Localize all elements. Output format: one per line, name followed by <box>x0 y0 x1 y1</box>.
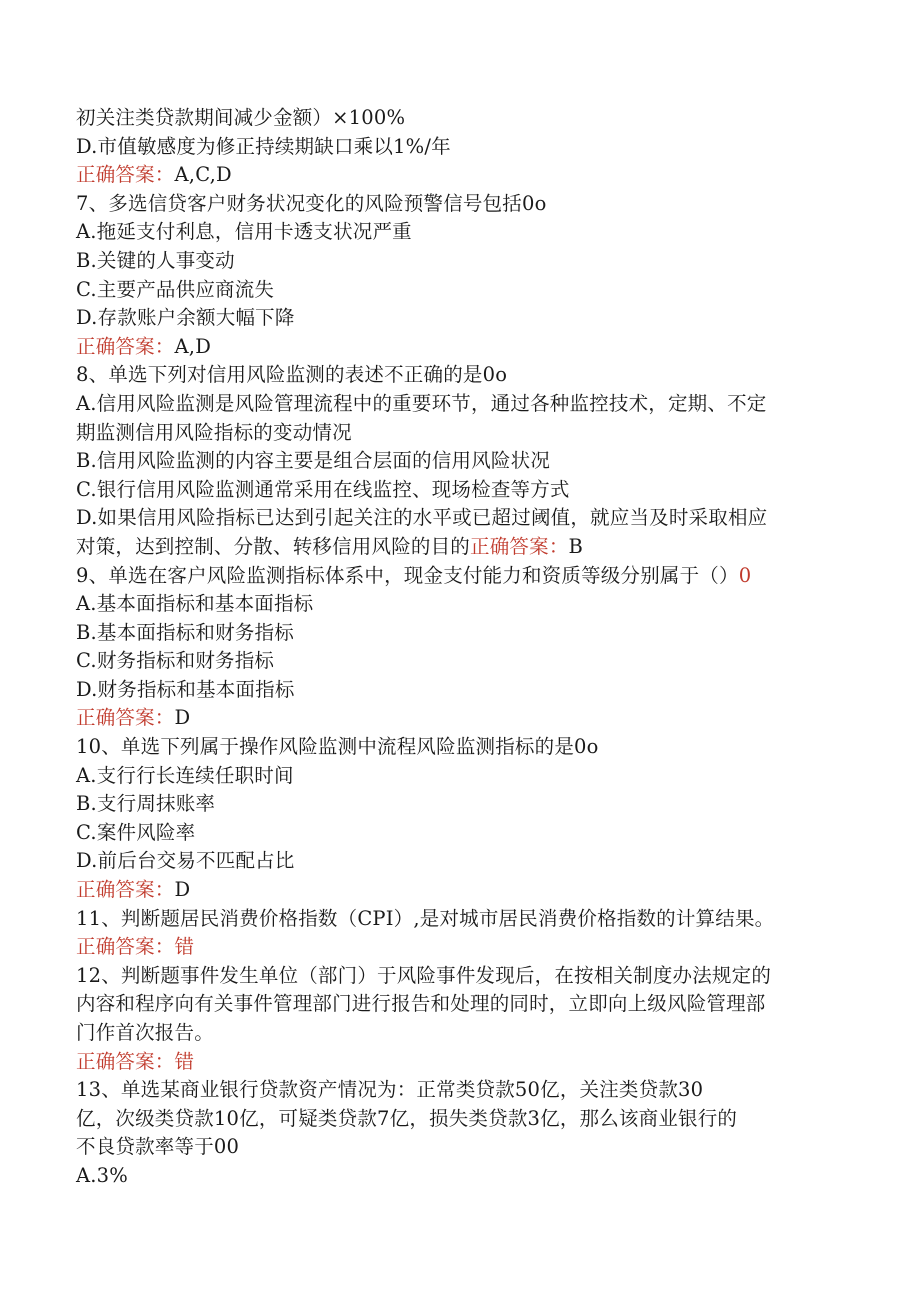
line-text: 11、判断题居民消费价格指数（CPI）,是对城市居民消费价格指数的计算结果。 <box>76 906 775 930</box>
answer-value: B <box>568 534 584 558</box>
text-line <box>76 419 846 448</box>
marker-text: 0 <box>738 563 752 587</box>
line-text: D.市值敏感度为修正持续期缺口乘以1%/年 <box>76 134 451 158</box>
text-line <box>76 247 846 276</box>
answer-label: 正确答案： <box>76 334 175 358</box>
text-line <box>76 762 846 791</box>
text-line <box>76 1133 846 1162</box>
line-text: 门作首次报告。 <box>76 1021 214 1044</box>
line-text: B.基本面指标和财务指标 <box>76 620 294 644</box>
line-text: 亿，次级类贷款10亿，可疑类贷款7亿，损失类贷款3亿，那么该商业银行的 <box>76 1106 738 1130</box>
answer-label: 正确答案： <box>76 878 175 902</box>
text-line <box>76 276 846 305</box>
answer-value: D <box>174 878 191 902</box>
text-line <box>76 504 846 533</box>
text-line <box>76 962 846 991</box>
answer-label: 正确答案： <box>76 706 175 730</box>
answer-value: A,D <box>174 334 212 358</box>
answer-line <box>76 161 846 190</box>
text-line <box>76 533 846 562</box>
text-line <box>76 562 846 591</box>
text-line <box>76 361 846 390</box>
text-line <box>76 218 846 247</box>
line-text: A.基本面指标和基本面指标 <box>76 592 314 616</box>
text-line <box>76 676 846 705</box>
answer-label: 正确答案：错 <box>76 935 195 959</box>
line-text: D.财务指标和基本面指标 <box>76 677 295 701</box>
answer-line <box>76 704 846 733</box>
line-text: D.如果信用风险指标已达到引起关注的水平或已超过阈值，就应当及时采取相应 <box>76 506 768 530</box>
answer-value: A,C,D <box>174 163 232 187</box>
answer-line <box>76 333 846 362</box>
text-line <box>76 390 846 419</box>
line-text: 13、单选某商业银行贷款资产情况为：正常类贷款50亿，关注类贷款30 <box>76 1078 704 1102</box>
answer-value: D <box>174 706 191 730</box>
line-text: 期监测信用风险指标的变动情况 <box>76 420 352 444</box>
line-text: C.财务指标和财务指标 <box>76 649 275 673</box>
answer-label: 正确答案： <box>76 163 175 187</box>
line-text: B.信用风险监测的内容主要是组合层面的信用风险状况 <box>76 449 551 473</box>
line-text: 10、单选下列属于操作风险监测中流程风险监测指标的是0o <box>76 735 599 759</box>
line-text: 初关注类贷款期间减少金额）×100% <box>76 106 406 129</box>
answer-line <box>76 933 846 962</box>
line-text: 12、判断题事件发生单位（部门）于风险事件发现后，在按相关制度办法规定的 <box>76 963 772 987</box>
document-page <box>76 104 846 1191</box>
text-line <box>76 590 846 619</box>
line-text: D.前后台交易不匹配占比 <box>76 849 295 873</box>
line-text: B.关键的人事变动 <box>76 248 235 272</box>
line-text: C.案件风险率 <box>76 820 196 844</box>
text-line <box>76 847 846 876</box>
line-text: 对策，达到控制、分散、转移信用风险的目的 <box>76 534 471 558</box>
text-line <box>76 990 846 1019</box>
line-text: 9、单选在客户风险监测指标体系中，现金支付能力和资质等级分别属于（） <box>76 563 739 587</box>
text-line <box>76 447 846 476</box>
text-line <box>76 819 846 848</box>
line-text: 7、多选信贷客户财务状况变化的风险预警信号包括0o <box>76 191 547 215</box>
answer-line <box>76 1048 846 1077</box>
line-text: D.存款账户余额大幅下降 <box>76 306 295 330</box>
line-text: 8、单选下列对信用风险监测的表述不正确的是0o <box>76 363 508 387</box>
text-line <box>76 733 846 762</box>
line-text: C.银行信用风险监测通常采用在线监控、现场检查等方式 <box>76 477 570 501</box>
line-text: A.支行行长连续任职时间 <box>76 763 294 787</box>
line-text: A.拖延支付利息，信用卡透支状况严重 <box>76 220 412 244</box>
text-line <box>76 133 846 162</box>
line-text: 内容和程序向有关事件管理部门进行报告和处理的同时，立即向上级风险管理部 <box>76 992 766 1016</box>
text-line <box>76 790 846 819</box>
text-line <box>76 1076 846 1105</box>
answer-label: 正确答案： <box>470 534 569 558</box>
text-line <box>76 905 846 934</box>
answer-label: 正确答案：错 <box>76 1049 195 1073</box>
text-line <box>76 1105 846 1134</box>
answer-line <box>76 876 846 905</box>
text-line <box>76 104 846 133</box>
line-text: A.3% <box>76 1163 129 1187</box>
line-text: 不良贷款率等于00 <box>76 1135 240 1159</box>
line-text: B.支行周抹账率 <box>76 792 216 816</box>
line-text: A.信用风险监测是风险管理流程中的重要环节，通过各种监控技术，定期、不定 <box>76 391 767 415</box>
text-line <box>76 619 846 648</box>
text-line <box>76 647 846 676</box>
text-line <box>76 1019 846 1048</box>
text-line <box>76 476 846 505</box>
text-line <box>76 190 846 219</box>
text-line <box>76 1162 846 1191</box>
line-text: C.主要产品供应商流失 <box>76 277 275 301</box>
text-line <box>76 304 846 333</box>
